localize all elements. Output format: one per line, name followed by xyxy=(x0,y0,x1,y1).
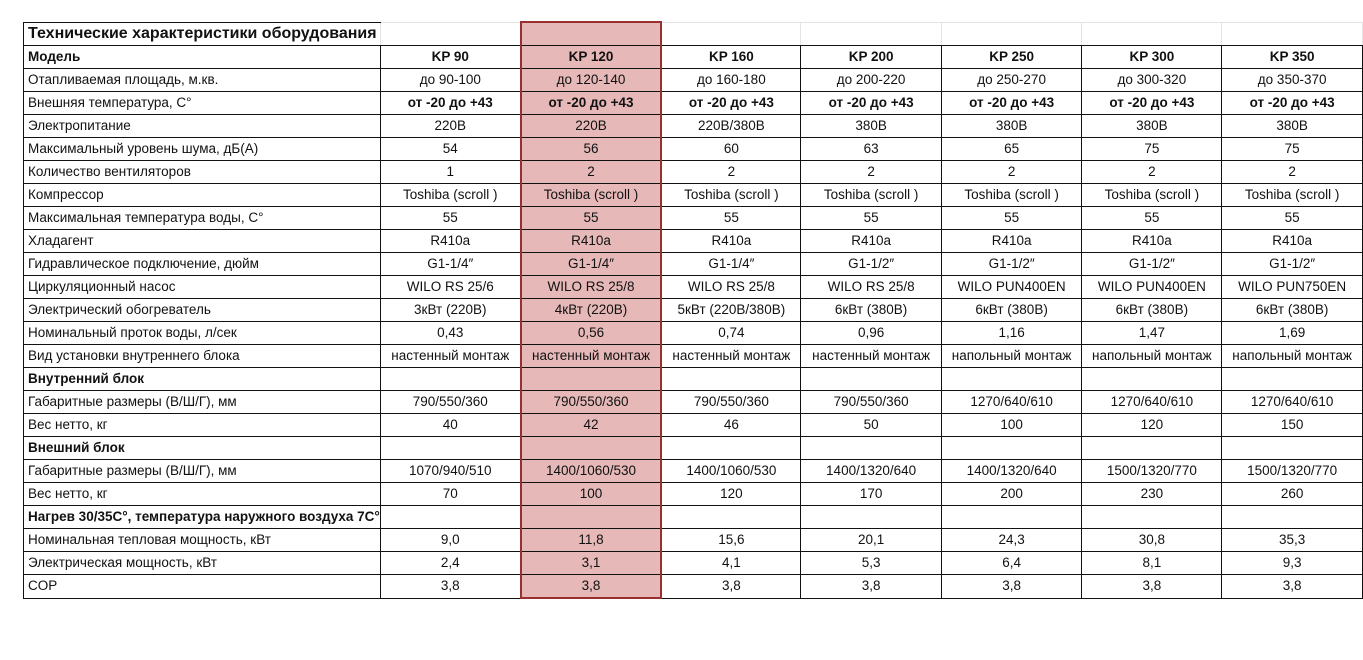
spec-row xyxy=(24,322,1363,345)
spec-value: R410a xyxy=(941,230,1082,253)
section-label: Внешний блок xyxy=(24,437,381,460)
spec-value: настенный монтаж xyxy=(801,345,941,368)
spec-value: 1270/640/610 xyxy=(1222,391,1363,414)
spec-value xyxy=(380,506,520,529)
spec-value: WILO RS 25/8 xyxy=(521,276,662,299)
spec-table-body xyxy=(24,22,1363,598)
spec-label: Электрическая мощность, кВт xyxy=(24,552,381,575)
spec-value: 5,3 xyxy=(801,552,941,575)
spec-label: Количество вентиляторов xyxy=(24,161,381,184)
model-header: KP 120 xyxy=(521,46,662,69)
spec-value: 9,3 xyxy=(1222,552,1363,575)
spec-value: 3,8 xyxy=(1082,575,1222,599)
spec-value: 200 xyxy=(941,483,1082,506)
spec-value: 100 xyxy=(941,414,1082,437)
spec-value: 6кВт (380В) xyxy=(1222,299,1363,322)
spec-value: 120 xyxy=(661,483,801,506)
spec-value: 1400/1320/640 xyxy=(941,460,1082,483)
spec-value xyxy=(1082,506,1222,529)
spec-row xyxy=(24,460,1363,483)
spec-value: 1,16 xyxy=(941,322,1082,345)
spec-value: 60 xyxy=(661,138,801,161)
spec-value: 56 xyxy=(521,138,662,161)
spec-value: 55 xyxy=(1082,207,1222,230)
spec-label: Внешняя температура, С° xyxy=(24,92,381,115)
spec-label: Максимальная температура воды, С° xyxy=(24,207,381,230)
spec-value: 1270/640/610 xyxy=(941,391,1082,414)
spec-value: 54 xyxy=(380,138,520,161)
spec-row xyxy=(24,230,1363,253)
spec-value: Toshiba (scroll ) xyxy=(1222,184,1363,207)
title-empty-cell xyxy=(941,22,1082,46)
spec-value: 4кВт (220В) xyxy=(521,299,662,322)
spec-value: 790/550/360 xyxy=(661,391,801,414)
spec-value: 6кВт (380В) xyxy=(941,299,1082,322)
spec-value xyxy=(521,368,662,391)
title-empty-cell xyxy=(380,22,520,46)
section-row xyxy=(24,437,1363,460)
spec-row xyxy=(24,299,1363,322)
spec-value: 55 xyxy=(801,207,941,230)
spec-value: 3,8 xyxy=(1222,575,1363,599)
spec-row xyxy=(24,414,1363,437)
spec-value: 1400/1060/530 xyxy=(521,460,662,483)
title-empty-cell xyxy=(801,22,941,46)
spec-label: Вес нетто, кг xyxy=(24,414,381,437)
spec-sheet xyxy=(23,21,1363,599)
spec-value: 0,74 xyxy=(661,322,801,345)
spec-value: 1,69 xyxy=(1222,322,1363,345)
spec-value: WILO PUN750EN xyxy=(1222,276,1363,299)
spec-value: 3,8 xyxy=(521,575,662,599)
spec-value xyxy=(801,506,941,529)
spec-value: G1-1/4″ xyxy=(521,253,662,276)
spec-value: 0,43 xyxy=(380,322,520,345)
spec-value: 2 xyxy=(1082,161,1222,184)
spec-value xyxy=(801,368,941,391)
spec-value xyxy=(941,368,1082,391)
spec-value: 0,56 xyxy=(521,322,662,345)
spec-value xyxy=(801,437,941,460)
spec-value: 120 xyxy=(1082,414,1222,437)
spec-value: 35,3 xyxy=(1222,529,1363,552)
spec-value xyxy=(1222,506,1363,529)
title-empty-cell xyxy=(1222,22,1363,46)
spec-value: 6кВт (380В) xyxy=(1082,299,1222,322)
spec-value: от -20 до +43 xyxy=(521,92,662,115)
spec-value: от -20 до +43 xyxy=(661,92,801,115)
spec-value: до 120-140 xyxy=(521,69,662,92)
spec-value: до 90-100 xyxy=(380,69,520,92)
section-label: Внутренний блок xyxy=(24,368,381,391)
spec-row xyxy=(24,529,1363,552)
spec-value: до 350-370 xyxy=(1222,69,1363,92)
spec-table xyxy=(23,21,1363,599)
spec-value: Toshiba (scroll ) xyxy=(801,184,941,207)
spec-value: 15,6 xyxy=(661,529,801,552)
spec-value: 790/550/360 xyxy=(521,391,662,414)
spec-value: WILO RS 25/6 xyxy=(380,276,520,299)
spec-value: 0,96 xyxy=(801,322,941,345)
spec-value: 3,8 xyxy=(661,575,801,599)
spec-row xyxy=(24,575,1363,599)
spec-label: Вес нетто, кг xyxy=(24,483,381,506)
spec-label: Отапливаемая площадь, м.кв. xyxy=(24,69,381,92)
title-empty-cell xyxy=(521,22,662,46)
spec-value xyxy=(1222,368,1363,391)
spec-label: Электропитание xyxy=(24,115,381,138)
spec-label: Вид установки внутреннего блока xyxy=(24,345,381,368)
spec-value: 6кВт (380В) xyxy=(801,299,941,322)
spec-value: 220В xyxy=(380,115,520,138)
spec-value: 2 xyxy=(801,161,941,184)
spec-value: 4,1 xyxy=(661,552,801,575)
spec-value: G1-1/2″ xyxy=(941,253,1082,276)
spec-value: R410a xyxy=(661,230,801,253)
spec-value: Toshiba (scroll ) xyxy=(661,184,801,207)
header-row xyxy=(24,46,1363,69)
spec-label: COP xyxy=(24,575,381,599)
spec-value: 42 xyxy=(521,414,662,437)
spec-value: 1 xyxy=(380,161,520,184)
spec-value: 230 xyxy=(1082,483,1222,506)
spec-value: до 300-320 xyxy=(1082,69,1222,92)
spec-value: 3,1 xyxy=(521,552,662,575)
spec-value: 6,4 xyxy=(941,552,1082,575)
spec-value: R410a xyxy=(801,230,941,253)
spec-value: 55 xyxy=(661,207,801,230)
spec-row xyxy=(24,276,1363,299)
spec-value: WILO RS 25/8 xyxy=(801,276,941,299)
spec-value xyxy=(941,506,1082,529)
spec-value: 790/550/360 xyxy=(801,391,941,414)
model-header: KP 250 xyxy=(941,46,1082,69)
spec-value: 790/550/360 xyxy=(380,391,520,414)
spec-value: 2,4 xyxy=(380,552,520,575)
model-header: KP 200 xyxy=(801,46,941,69)
spec-row xyxy=(24,161,1363,184)
spec-label: Электрический обогреватель xyxy=(24,299,381,322)
spec-value: 1,47 xyxy=(1082,322,1222,345)
spec-label: Гидравлическое подключение, дюйм xyxy=(24,253,381,276)
spec-value: 220В xyxy=(521,115,662,138)
spec-row xyxy=(24,253,1363,276)
model-header: KP 350 xyxy=(1222,46,1363,69)
spec-value: 220В/380В xyxy=(661,115,801,138)
spec-value: 2 xyxy=(661,161,801,184)
spec-value: 3кВт (220В) xyxy=(380,299,520,322)
spec-value: 1070/940/510 xyxy=(380,460,520,483)
spec-value: 380В xyxy=(801,115,941,138)
spec-value: 50 xyxy=(801,414,941,437)
spec-value: от -20 до +43 xyxy=(801,92,941,115)
spec-value: 2 xyxy=(1222,161,1363,184)
model-header: KP 300 xyxy=(1082,46,1222,69)
header-label: Модель xyxy=(24,46,381,69)
spec-value: G1-1/4″ xyxy=(661,253,801,276)
spec-value xyxy=(380,368,520,391)
section-row xyxy=(24,368,1363,391)
section-row xyxy=(24,506,1363,529)
title-empty-cell xyxy=(661,22,801,46)
spec-value: G1-1/2″ xyxy=(801,253,941,276)
spec-value: 55 xyxy=(941,207,1082,230)
spec-value: 170 xyxy=(801,483,941,506)
spec-row xyxy=(24,552,1363,575)
spec-value xyxy=(380,437,520,460)
spec-value: настенный монтаж xyxy=(380,345,520,368)
spec-label: Габаритные размеры (В/Ш/Г), мм xyxy=(24,391,381,414)
spec-value: 1400/1060/530 xyxy=(661,460,801,483)
spec-value: 75 xyxy=(1222,138,1363,161)
spec-row xyxy=(24,483,1363,506)
spec-value: до 200-220 xyxy=(801,69,941,92)
spec-value xyxy=(941,437,1082,460)
spec-value: G1-1/2″ xyxy=(1082,253,1222,276)
spec-value: 55 xyxy=(521,207,662,230)
title-empty-cell xyxy=(1082,22,1222,46)
sheet-title: Технические характеристики оборудования xyxy=(24,22,381,46)
spec-label: Хладагент xyxy=(24,230,381,253)
spec-value: 5кВт (220В/380В) xyxy=(661,299,801,322)
spec-value: напольный монтаж xyxy=(1222,345,1363,368)
spec-value: 9,0 xyxy=(380,529,520,552)
spec-value: 65 xyxy=(941,138,1082,161)
spec-value: от -20 до +43 xyxy=(1082,92,1222,115)
spec-value xyxy=(661,437,801,460)
spec-label: Номинальная тепловая мощность, кВт xyxy=(24,529,381,552)
spec-label: Максимальный уровень шума, дБ(А) xyxy=(24,138,381,161)
spec-value: 20,1 xyxy=(801,529,941,552)
spec-label: Номинальный проток воды, л/сек xyxy=(24,322,381,345)
spec-value: 55 xyxy=(1222,207,1363,230)
spec-value xyxy=(1082,368,1222,391)
spec-value: 3,8 xyxy=(801,575,941,599)
spec-value: 2 xyxy=(941,161,1082,184)
spec-value xyxy=(1222,437,1363,460)
spec-value xyxy=(521,506,662,529)
spec-value: 1400/1320/640 xyxy=(801,460,941,483)
spec-row xyxy=(24,115,1363,138)
spec-value: напольный монтаж xyxy=(1082,345,1222,368)
spec-value: 55 xyxy=(380,207,520,230)
spec-value: 40 xyxy=(380,414,520,437)
spec-value: WILO RS 25/8 xyxy=(661,276,801,299)
spec-row xyxy=(24,184,1363,207)
spec-value: 30,8 xyxy=(1082,529,1222,552)
spec-value: R410a xyxy=(380,230,520,253)
spec-value: 70 xyxy=(380,483,520,506)
spec-value: R410a xyxy=(521,230,662,253)
spec-label: Габаритные размеры (В/Ш/Г), мм xyxy=(24,460,381,483)
spec-value: Toshiba (scroll ) xyxy=(941,184,1082,207)
spec-row xyxy=(24,207,1363,230)
spec-value: 63 xyxy=(801,138,941,161)
spec-row xyxy=(24,345,1363,368)
spec-value: настенный монтаж xyxy=(661,345,801,368)
spec-value: 2 xyxy=(521,161,662,184)
spec-value xyxy=(1082,437,1222,460)
spec-value: Toshiba (scroll ) xyxy=(380,184,520,207)
spec-label: Компрессор xyxy=(24,184,381,207)
spec-value: настенный монтаж xyxy=(521,345,662,368)
spec-value: от -20 до +43 xyxy=(1222,92,1363,115)
spec-value: 46 xyxy=(661,414,801,437)
spec-value: 1270/640/610 xyxy=(1082,391,1222,414)
spec-value: Toshiba (scroll ) xyxy=(1082,184,1222,207)
spec-value: G1-1/2″ xyxy=(1222,253,1363,276)
spec-label: Циркуляционный насос xyxy=(24,276,381,299)
spec-value: напольный монтаж xyxy=(941,345,1082,368)
section-label: Нагрев 30/35С°, температура наружного воздуха 7С° xyxy=(24,506,381,529)
spec-value: до 160-180 xyxy=(661,69,801,92)
spec-value: 150 xyxy=(1222,414,1363,437)
spec-value: 8,1 xyxy=(1082,552,1222,575)
spec-value: 380В xyxy=(941,115,1082,138)
spec-value: 11,8 xyxy=(521,529,662,552)
spec-row xyxy=(24,138,1363,161)
spec-value: 75 xyxy=(1082,138,1222,161)
spec-value: 380В xyxy=(1082,115,1222,138)
spec-value: 3,8 xyxy=(380,575,520,599)
spec-value: до 250-270 xyxy=(941,69,1082,92)
spec-row xyxy=(24,69,1363,92)
spec-value: 380В xyxy=(1222,115,1363,138)
spec-value: Toshiba (scroll ) xyxy=(521,184,662,207)
spec-value: G1-1/4″ xyxy=(380,253,520,276)
spec-value xyxy=(661,368,801,391)
model-header: KP 90 xyxy=(380,46,520,69)
spec-value: WILO PUN400EN xyxy=(941,276,1082,299)
spec-value: 24,3 xyxy=(941,529,1082,552)
spec-value: от -20 до +43 xyxy=(380,92,520,115)
spec-value: 3,8 xyxy=(941,575,1082,599)
spec-value: 1500/1320/770 xyxy=(1082,460,1222,483)
spec-value: 100 xyxy=(521,483,662,506)
title-row xyxy=(24,22,1363,46)
spec-value: R410a xyxy=(1222,230,1363,253)
spec-row xyxy=(24,92,1363,115)
spec-value: WILO PUN400EN xyxy=(1082,276,1222,299)
model-header: KP 160 xyxy=(661,46,801,69)
spec-value: 260 xyxy=(1222,483,1363,506)
spec-value: R410a xyxy=(1082,230,1222,253)
spec-value xyxy=(661,506,801,529)
spec-value xyxy=(521,437,662,460)
spec-value: от -20 до +43 xyxy=(941,92,1082,115)
spec-value: 1500/1320/770 xyxy=(1222,460,1363,483)
spec-row xyxy=(24,391,1363,414)
